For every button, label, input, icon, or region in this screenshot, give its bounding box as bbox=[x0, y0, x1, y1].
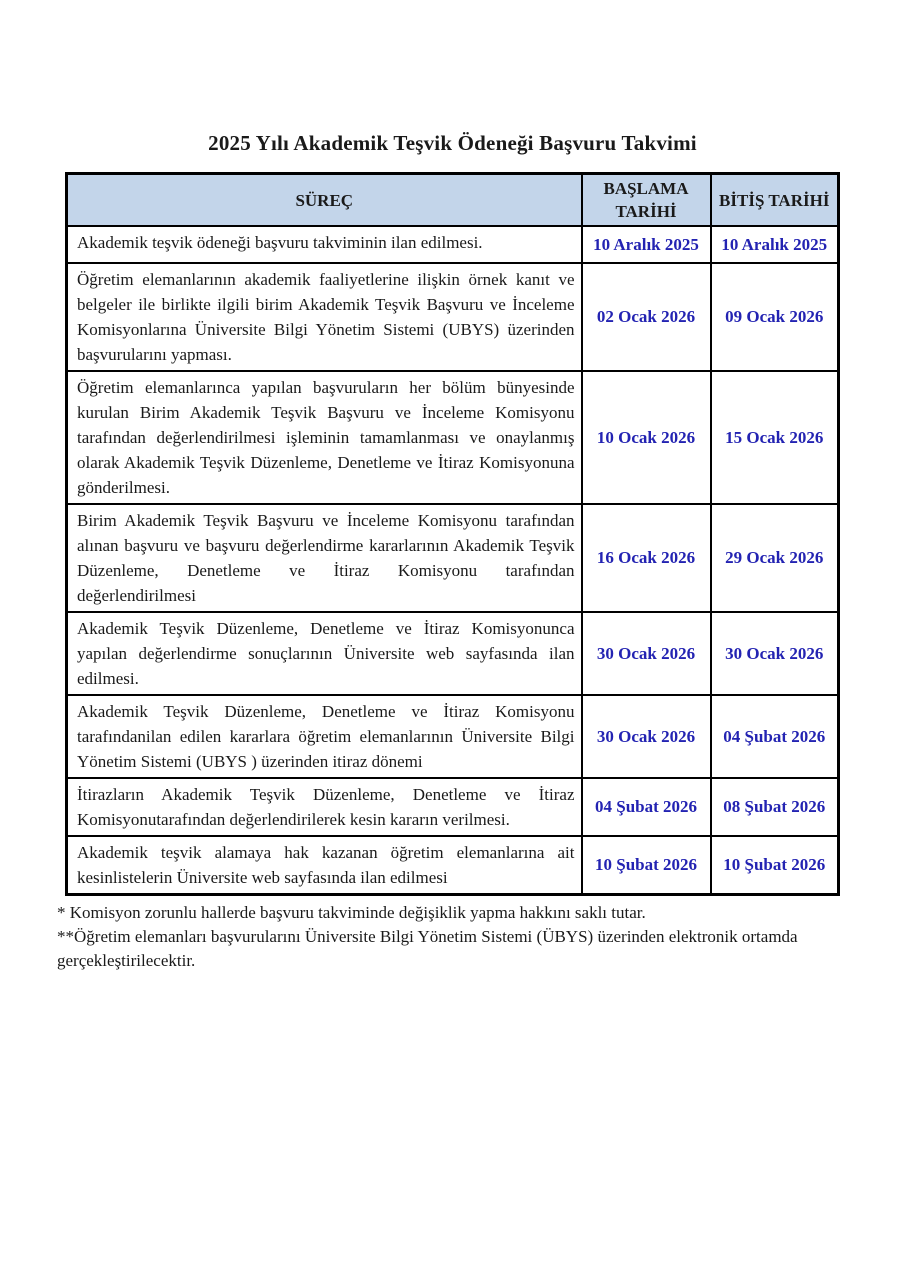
start-date-cell: 10 Aralık 2025 bbox=[582, 226, 711, 263]
process-cell: Akademik teşvik alamaya hak kazanan öğretim elemanlarına ait kesinlistelerin Üniversite web sayfasında ilan edilmesi bbox=[67, 836, 582, 895]
end-date-cell: 09 Ocak 2026 bbox=[711, 263, 839, 371]
process-cell: Akademik Teşvik Düzenleme, Denetleme ve İtiraz Komisyonunca yapılan değerlendirme sonuçlarının Üniversite web sayfasında ilan edilmesi. bbox=[67, 612, 582, 695]
page-title: 2025 Yılı Akademik Teşvik Ödeneği Başvuru Takvimi bbox=[208, 131, 697, 155]
end-date-cell: 04 Şubat 2026 bbox=[711, 695, 839, 778]
footnotes bbox=[57, 901, 845, 973]
start-date-cell: 04 Şubat 2026 bbox=[582, 778, 711, 836]
end-date-cell: 10 Aralık 2025 bbox=[711, 226, 839, 263]
process-cell: Akademik Teşvik Düzenleme, Denetleme ve İtiraz Komisyonu tarafındanilan edilen kararlara öğretim elemanlarının Üniversite Bilgi Yönetim Sistemi (UBYS ) üzerinden itiraz dönemi bbox=[67, 695, 582, 778]
application-calendar-table bbox=[65, 172, 840, 896]
start-date-cell: 30 Ocak 2026 bbox=[582, 695, 711, 778]
table-row bbox=[67, 263, 839, 371]
footnote-ubys-electronic: **Öğretim elemanları başvurularını Üniversite Bilgi Yönetim Sistemi (ÜBYS) üzerinden elektronik ortamda gerçekleştirilecektir. bbox=[57, 927, 798, 970]
process-cell: Birim Akademik Teşvik Başvuru ve İnceleme Komisyonu tarafından alınan başvuru ve başvuru değerlendirme kararlarının Akademik Teşvik Düzenleme, Denetleme ve İtiraz Komisyonu tarafından değerlendirilmesi bbox=[67, 504, 582, 612]
column-header-start-date: BAŞLAMA TARİHİ bbox=[582, 174, 711, 227]
start-date-cell: 10 Şubat 2026 bbox=[582, 836, 711, 895]
column-header-end-date: BİTİŞ TARİHİ bbox=[711, 174, 839, 227]
end-date-cell: 30 Ocak 2026 bbox=[711, 612, 839, 695]
end-date-cell: 29 Ocak 2026 bbox=[711, 504, 839, 612]
start-date-cell: 30 Ocak 2026 bbox=[582, 612, 711, 695]
process-cell: Akademik teşvik ödeneği başvuru takviminin ilan edilmesi. bbox=[67, 226, 582, 263]
table-row bbox=[67, 504, 839, 612]
table-row bbox=[67, 778, 839, 836]
footnote-commission-rights: * Komisyon zorunlu hallerde başvuru takviminde değişiklik yapma hakkını saklı tutar. bbox=[57, 903, 646, 922]
end-date-cell: 08 Şubat 2026 bbox=[711, 778, 839, 836]
start-date-cell: 10 Ocak 2026 bbox=[582, 371, 711, 504]
start-date-cell: 16 Ocak 2026 bbox=[582, 504, 711, 612]
table-row bbox=[67, 371, 839, 504]
column-header-process: SÜREÇ bbox=[67, 174, 582, 227]
process-cell: Öğretim elemanlarının akademik faaliyetlerine ilişkin örnek kanıt ve belgeler ile birlikte ilgili birim Akademik Teşvik Başvuru ve İnceleme Komisyonlarına Üniversite Bilgi Yönetim Sistemi (UBYS) üzerinden başvurularını yapması. bbox=[67, 263, 582, 371]
end-date-cell: 15 Ocak 2026 bbox=[711, 371, 839, 504]
table-row bbox=[67, 226, 839, 263]
table-row bbox=[67, 612, 839, 695]
table-header-row bbox=[67, 174, 839, 227]
process-cell: Öğretim elemanlarınca yapılan başvuruların her bölüm bünyesinde kurulan Birim Akademik Teşvik Başvuru ve İnceleme Komisyonu tarafından değerlendirilmesi işleminin tamamlanması ve onaylanmış olarak Akademik Teşvik Düzenleme, Denetleme ve İtiraz Komisyonuna gönderilmesi. bbox=[67, 371, 582, 504]
process-cell: İtirazların Akademik Teşvik Düzenleme, Denetleme ve İtiraz Komisyonutarafından değerlendirilerek kesin kararın verilmesi. bbox=[67, 778, 582, 836]
table-row bbox=[67, 695, 839, 778]
end-date-cell: 10 Şubat 2026 bbox=[711, 836, 839, 895]
table-row bbox=[67, 836, 839, 895]
start-date-cell: 02 Ocak 2026 bbox=[582, 263, 711, 371]
